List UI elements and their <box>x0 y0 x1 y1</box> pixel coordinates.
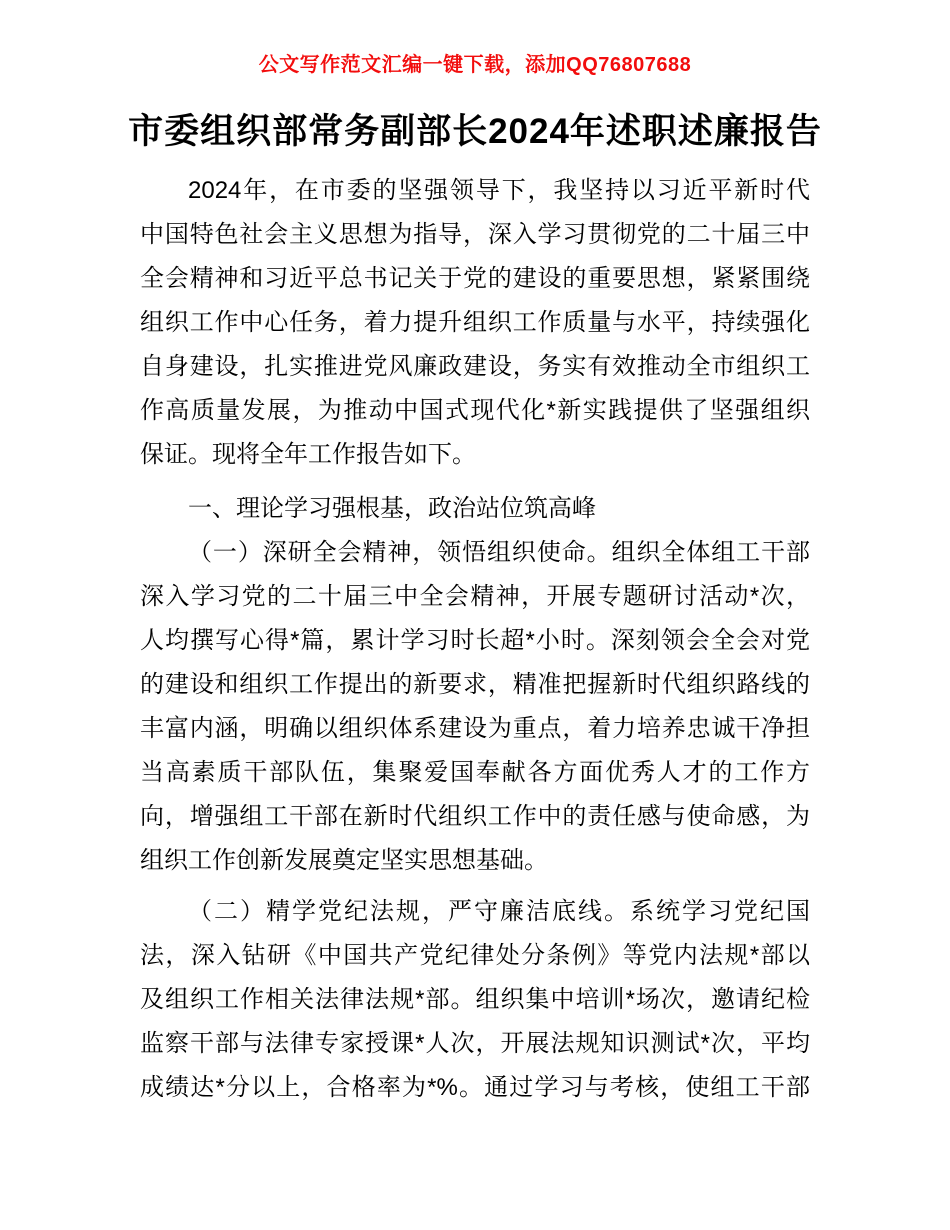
section-heading: 一、理论学习强根基，政治站位筑高峰 <box>188 495 596 522</box>
text-line: 2024年，在市委的坚强领导下，我坚持以习近平新时代 <box>188 177 810 204</box>
text-line: 组织工作创新发展奠定坚实思想基础。 <box>140 847 548 874</box>
text-line: 丰富内涵，明确以组织体系建设为重点，着力培养忠诚干净担 <box>140 715 810 742</box>
text-line: 及组织工作相关法律法规*部。组织集中培训*场次，邀请纪检 <box>140 986 810 1013</box>
paragraph <box>140 169 810 477</box>
text-line: 保证。现将全年工作报告如下。 <box>140 441 476 468</box>
promo-banner-text: 公文写作范文汇编一键下载，添加QQ76807688 <box>258 54 692 76</box>
text-line: 向，增强组工干部在新时代组织工作中的责任感与使命感，为 <box>140 803 810 830</box>
text-line: 自身建设，扎实推进党风廉政建设，务实有效推动全市组织工 <box>140 353 810 380</box>
text-line: 全会精神和习近平总书记关于党的建设的重要思想，紧紧围绕 <box>140 265 810 292</box>
text-line: 人均撰写心得*篇，累计学习时长超*小时。深刻领会全会对党 <box>140 627 810 654</box>
text-line: 深入学习党的二十届三中全会精神，开展专题研讨活动*次， <box>140 583 810 610</box>
document-title: 市委组织部常务副部长2024年述职述廉报告 <box>128 112 822 151</box>
text-line: 法，深入钻研《中国共产党纪律处分条例》等党内法规*部以 <box>140 942 810 969</box>
text-line: 作高质量发展，为推动中国式现代化*新实践提供了坚强组织 <box>140 397 810 424</box>
paragraph <box>140 890 810 1110</box>
text-line: （一）深研全会精神，领悟组织使命。组织全体组工干部 <box>188 539 810 566</box>
text-line: 中国特色社会主义思想为指导，深入学习贯彻党的二十届三中 <box>140 221 810 248</box>
text-line: 组织工作中心任务，着力提升组织工作质量与水平，持续强化 <box>140 309 810 336</box>
text-line: 的建设和组织工作提出的新要求，精准把握新时代组织路线的 <box>140 671 810 698</box>
text-line: 监察干部与法律专家授课*人次，开展法规知识测试*次，平均 <box>140 1030 810 1057</box>
text-line: 成绩达*分以上，合格率为*%。通过学习与考核，使组工干部 <box>140 1074 810 1101</box>
text-line: （二）精学党纪法规，严守廉洁底线。系统学习党纪国 <box>188 898 810 925</box>
text-line: 当高素质干部队伍，集聚爱国奉献各方面优秀人才的工作方 <box>140 759 810 786</box>
document-body <box>140 169 810 1110</box>
paragraph <box>140 531 810 883</box>
